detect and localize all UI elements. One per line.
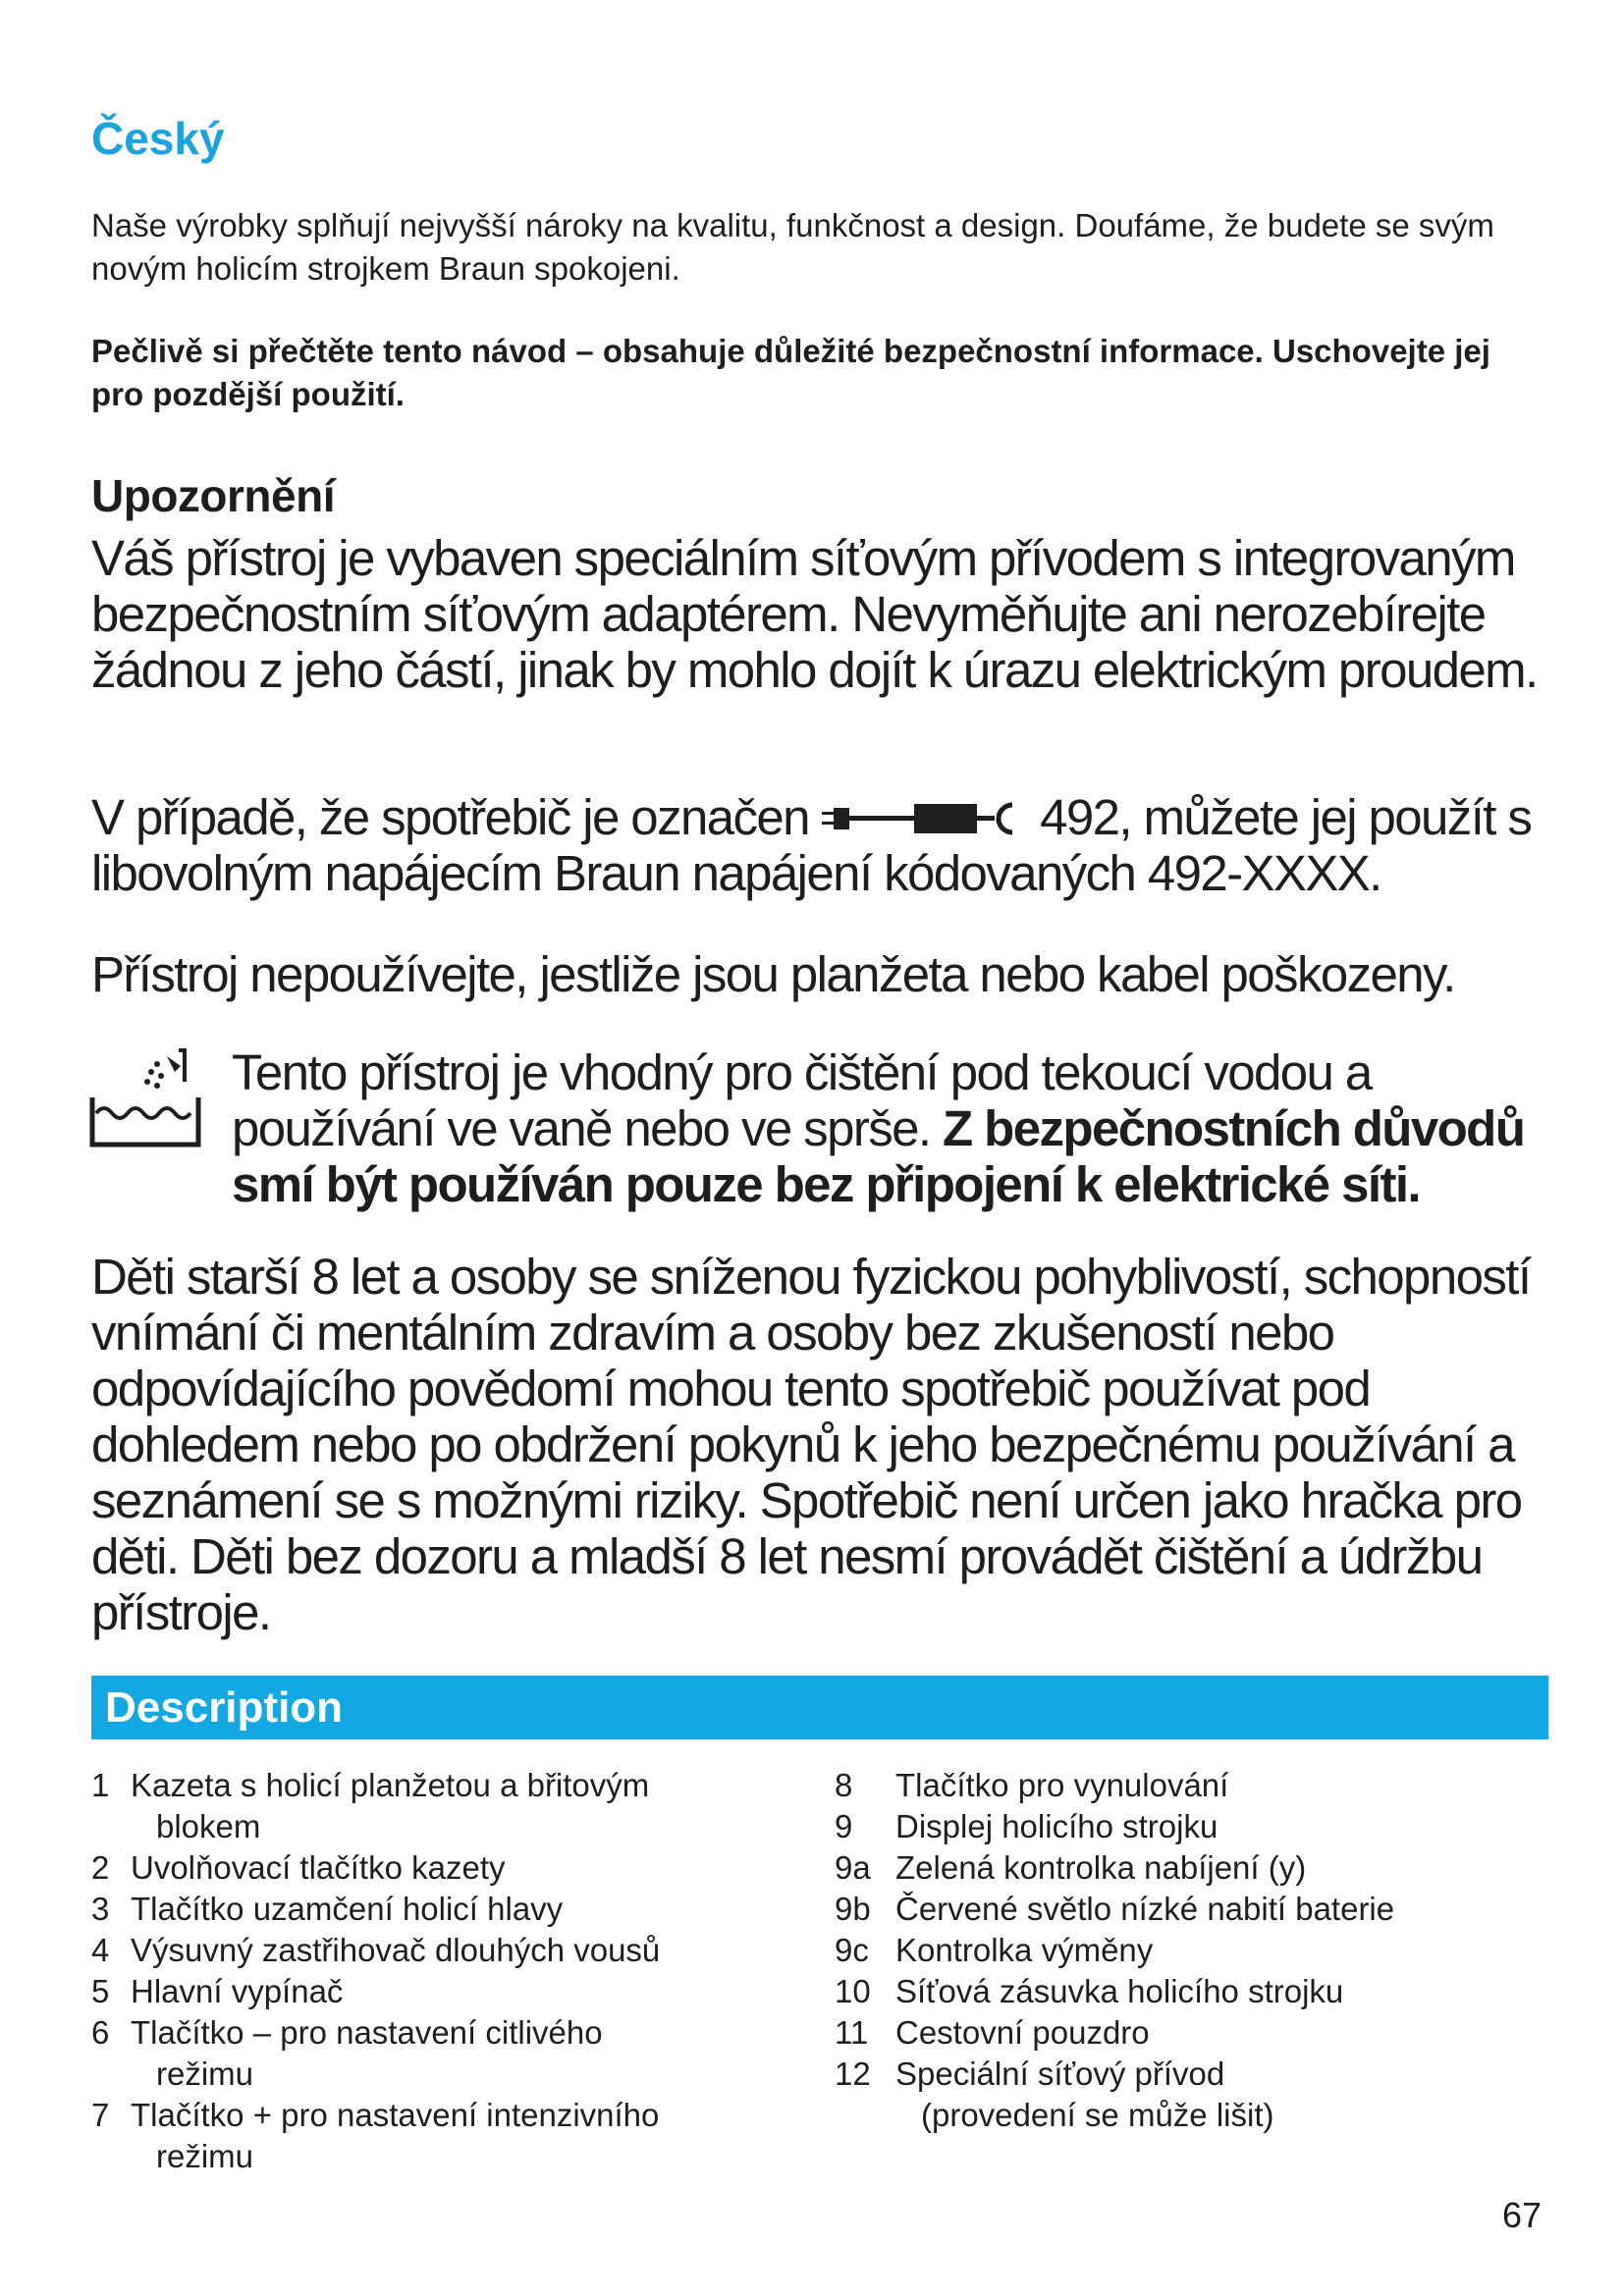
list-item [91, 1889, 759, 1930]
description-list-right [835, 1765, 1542, 2136]
item-number: 9 [835, 1808, 853, 1844]
warning-heading: Upozornění [91, 470, 335, 521]
description-list-left [91, 1765, 759, 2177]
warning-paragraph-water [232, 1044, 1567, 1212]
list-item [835, 1930, 1542, 1971]
item-text: Kazeta s holicí planžetou a břitovým [131, 1767, 650, 1803]
list-item [835, 1806, 1542, 1847]
water-safety-text: Z bezpečnostních důvodů smí být používán pouze bez připojení k elektrické síti. [232, 1100, 1525, 1212]
list-item [91, 1971, 759, 2012]
item-number: 4 [91, 1932, 110, 1968]
list-item [835, 1847, 1542, 1889]
item-text: Kontrolka výměny [895, 1932, 1154, 1968]
list-item [835, 2054, 1542, 2136]
item-number: 7 [91, 2097, 110, 2133]
item-text: Cestovní pouzdro [895, 2014, 1150, 2051]
page-number: 67 [1502, 2195, 1543, 2235]
item-text: Tlačítko – pro nastavení citlivého [131, 2014, 603, 2051]
list-item [91, 1847, 759, 1889]
list-item [835, 1765, 1542, 1806]
list-item [91, 1765, 759, 1847]
item-number: 1 [91, 1767, 110, 1803]
intro-paragraph: Naše výrobky splňují nejvyšší nároky na kvalitu, funkčnost a design. Doufáme, že budete se svým novým holicím strojkem Braun spokojeni. [91, 207, 1494, 287]
item-text-continued: režimu [156, 2056, 254, 2092]
item-number: 5 [91, 1973, 110, 2009]
power-supply-text-before: V případě, že spotřebič je označen [91, 789, 809, 845]
warning-paragraph-power-supply [91, 789, 1564, 901]
power-plug-icon [822, 793, 1028, 832]
list-item [91, 2012, 759, 2095]
item-text: Tlačítko pro vynulování [895, 1767, 1229, 1803]
list-item [835, 1971, 1542, 2012]
warning-paragraph-damaged: Přístroj nepoužívejte, jestliže jsou planžeta nebo kabel poškozeny. [91, 946, 1455, 1002]
item-number: 9b [835, 1891, 871, 1927]
description-header-bar [91, 1676, 1548, 1739]
item-text-continued: režimu [156, 2138, 254, 2174]
item-number: 11 [835, 2014, 869, 2051]
shower-bath-icon [86, 1042, 204, 1152]
item-number: 6 [91, 2014, 110, 2051]
item-text: Červené světlo nízké nabití baterie [895, 1891, 1395, 1927]
water-text: Tento přístroj je vhodný pro čištění pod tekoucí vodou a používání ve vaně nebo ve sprše. [232, 1044, 1372, 1156]
item-text: Uvolňovací tlačítko kazety [131, 1849, 506, 1886]
item-number: 3 [91, 1891, 110, 1927]
list-item [835, 2012, 1542, 2054]
list-item [91, 2095, 759, 2177]
item-text: Displej holicího strojku [895, 1808, 1218, 1844]
item-text: Hlavní vypínač [131, 1973, 344, 2009]
item-number: 12 [835, 2056, 871, 2092]
item-number: 10 [835, 1973, 871, 2009]
item-text: Tlačítko uzamčení holicí hlavy [131, 1891, 564, 1927]
important-notice: Pečlivě si přečtěte tento návod – obsahuje důležité bezpečnostní informace. Uschovejte jej pro pozdější použití. [91, 333, 1490, 412]
item-text: Tlačítko + pro nastavení intenzivního [131, 2097, 660, 2133]
warning-paragraph-adapter: Váš přístroj je vybaven speciálním síťovým přívodem s integrovaným bezpečnostním síťovým adaptérem. Nevyměňujte ani nerozebírejte žádnou z jeho částí, jinak by mohlo dojít k úrazu elektrickým proudem. [91, 530, 1538, 698]
item-text-continued: blokem [156, 1808, 261, 1844]
item-text: Speciální síťový přívod [895, 2056, 1225, 2092]
item-text: Zelená kontrolka nabíjení (y) [895, 1849, 1307, 1886]
item-number: 9c [835, 1932, 869, 1968]
item-text: Síťová zásuvka holicího strojku [895, 1973, 1344, 2009]
item-number: 8 [835, 1767, 853, 1803]
language-heading: Český [91, 113, 225, 164]
item-number: 9a [835, 1849, 871, 1886]
description-title: Description [105, 1683, 344, 1732]
item-text-continued: (provedení se může lišit) [921, 2097, 1274, 2133]
list-item [91, 1930, 759, 1971]
power-supply-text-after: 492, můžete jej použít s libovolným napájecím Braun napájení kódovaných 492-XXXX. [91, 789, 1532, 901]
item-text: Výsuvný zastřihovač dlouhých vousů [131, 1932, 661, 1968]
item-number: 2 [91, 1849, 110, 1886]
list-item [835, 1889, 1542, 1930]
warning-paragraph-children: Děti starší 8 let a osoby se sníženou fyzickou pohyblivostí, schopností vnímání či mentálním zdravím a osoby bez zkušeností nebo odpovídajícího povědomí mohou tento spotřebič používat pod dohledem nebo po obdržení pokynů k jeho bezpečnému používání a seznámení se s možnými riziky. Spotřebič není určen jako hračka pro děti. Děti bez dozoru a mladší 8 let nesmí provádět čištění a údržbu přístroje. [91, 1249, 1531, 1640]
